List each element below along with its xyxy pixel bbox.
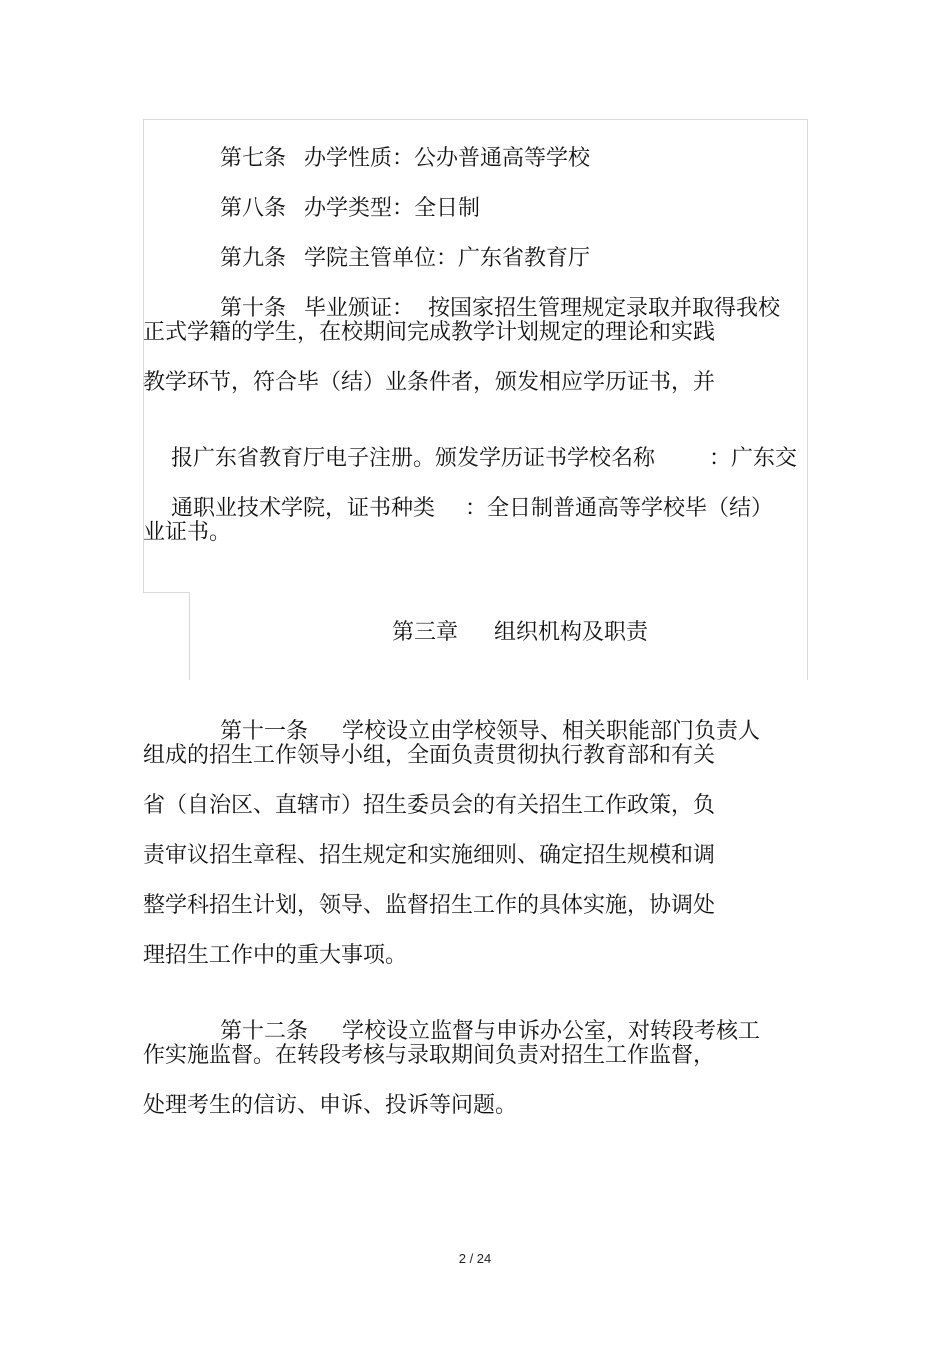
border-inner-left: [189, 592, 190, 680]
article-11-first: 学校设立由学校领导、相关职能部门负责人: [342, 719, 761, 744]
article-10-line: 正式学籍的学生，在校期间完成教学计划规定的理论和实践: [143, 320, 716, 345]
article-11-line: 理招生工作中的重大事项。: [143, 943, 408, 968]
article-11-line: 省（自治区、直辖市）招生委员会的有关招生工作政策，负: [143, 793, 716, 818]
article-12-line: 处理考生的信访、申诉、投诉等问题。: [143, 1093, 518, 1118]
article-8-text: 办学类型：全日制: [304, 196, 481, 221]
article-10-line-5a: 通职业技术学院，证书种类: [170, 496, 435, 521]
article-10-line: [143, 470, 773, 548]
article-7-text: 办学性质：公办普通高等学校: [304, 146, 591, 171]
article-10-line: 教学环节，符合毕（结）业条件者，颁发相应学历证书，并: [143, 370, 716, 395]
article-10-lead: 毕业颁证：: [304, 296, 415, 321]
article-9-text: 学院主管单位：广东省教育厅: [304, 246, 591, 271]
article-10-line-4a: 报广东省教育厅电子注册。颁发学历证书学校名称: [170, 446, 655, 471]
article-7-number: 第七条: [219, 146, 286, 171]
article-12-line: 作实施监督。在转段考核与录取期间负责对招生工作监督，: [143, 1043, 716, 1068]
article-12-number: 第十二条: [219, 1019, 308, 1044]
article-10-line-5b: ：全日制普通高等学校毕（结）: [465, 496, 774, 521]
border-right: [807, 119, 808, 680]
article-11-line: 责审议招生章程、招生规定和实施细则、确定招生规模和调: [143, 843, 716, 868]
article-11-line: 组成的招生工作领导小组，全面负责贯彻执行教育部和有关: [143, 743, 716, 768]
chapter-heading: [364, 594, 648, 672]
chapter-number: 第三章: [391, 620, 458, 645]
article-9-number: 第九条: [219, 246, 286, 271]
article-11-number: 第十一条: [219, 719, 308, 744]
border-mid: [143, 592, 190, 593]
article-10-number: 第十条: [219, 296, 286, 321]
chapter-title: 组织机构及职责: [494, 620, 649, 645]
article-10-first: 按国家招生管理规定录取并取得我校: [428, 296, 781, 321]
page-number: 2 / 24: [458, 1251, 492, 1266]
article-10-line: 业证书。: [143, 520, 232, 545]
article-12-first: 学校设立监督与申诉办公室，对转段考核工: [342, 1019, 761, 1044]
article-8-number: 第八条: [219, 196, 286, 221]
article-10-line-4b: ：广东交: [709, 446, 798, 471]
article-11-line: 整学科招生计划，领导、监督招生工作的具体实施，协调处: [143, 893, 716, 918]
